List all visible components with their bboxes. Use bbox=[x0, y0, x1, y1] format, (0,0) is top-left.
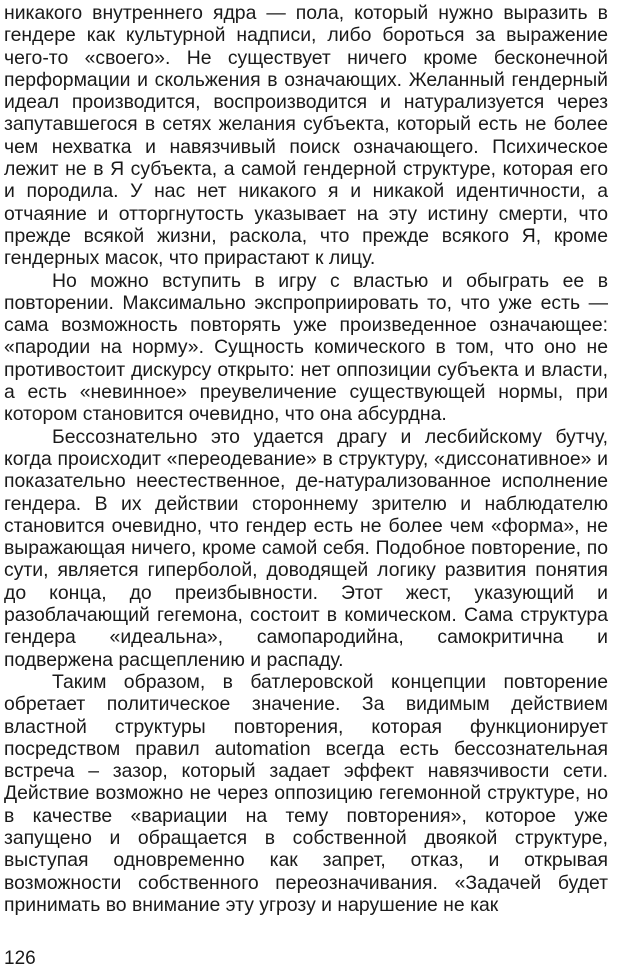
paragraph-2: Но можно вступить в игру с властью и обыграть ее в повторении. Максимально экспроприировать то, что уже есть — сама возможность повторять уже произведенное означающее: «пародии на норму». Сущность комического в том, что оно не противостоит дискурсу открыто: нет оппозиции субъекта и власти, а есть «невинное» преувеличение существующей нормы, при котором становится очевидно, что она абсурдна. bbox=[4, 269, 608, 426]
body-text bbox=[4, 2, 608, 916]
paragraph-3: Бессознательно это удается драгу и лесбийскому бутчу, когда происходит «переодевание» в структуру, «диссонативное» и показательно неестественное, де-натурализованное исполнение гендера. В их действии стороннему зрителю и наблюдателю становится очевидно, что гендер есть не более чем «форма», не выражающая ничего, кроме самой себя. Подобное повторение, по сути, является гиперболой, доводящей логику развития понятия до конца, до преизбывности. Этот жест, указующий и разоблачающий гегемона, состоит в комическом. Сама структура гендера «идеальна», самопародийна, самокритична и подвержена расщеплению и распаду. bbox=[4, 425, 608, 671]
paragraph-1: никакого внутреннего ядра — пола, который нужно выразить в гендере как культурной надписи, либо бороться за выражение чего-то «своего». Не существует ничего кроме бесконечной перформации и скольжения в означающих. Желанный гендерный идеал производится, воспроизводится и натурализуется через запутавшегося в сетях желания субъекта, который есть не более чем нехватка и навязчивый поиск означающего. Психическое лежит не в Я субъекта, а самой гендерной структуре, которая его и породила. У нас нет никакого я и никакой идентичности, а отчаяние и отторгнутость указывает на эту истину смерти, что прежде всякой жизни, раскола, что прежде всякого Я, кроме гендерных масок, что прирастают к лицу. bbox=[4, 2, 608, 270]
page-number: 126 bbox=[4, 948, 36, 969]
paragraph-4: Таким образом, в батлеровской концепции повторение обретает политическое значение. За видимым действием властной структуры повторения, которая функционирует посредством правил automation всегда есть бессознательная встреча – зазор, который задает эффект навязчивости сети. Действие возможно не через оппозицию гегемонной структуре, но в качестве «вариации на тему повторения», которое уже запущено и обращается в собственной двоякой структуре, выступая одновременно как запрет, отказ, и открывая возможности собственного переозначивания. «Задачей будет принимать во внимание эту угрозу и нарушение не как bbox=[4, 670, 608, 916]
